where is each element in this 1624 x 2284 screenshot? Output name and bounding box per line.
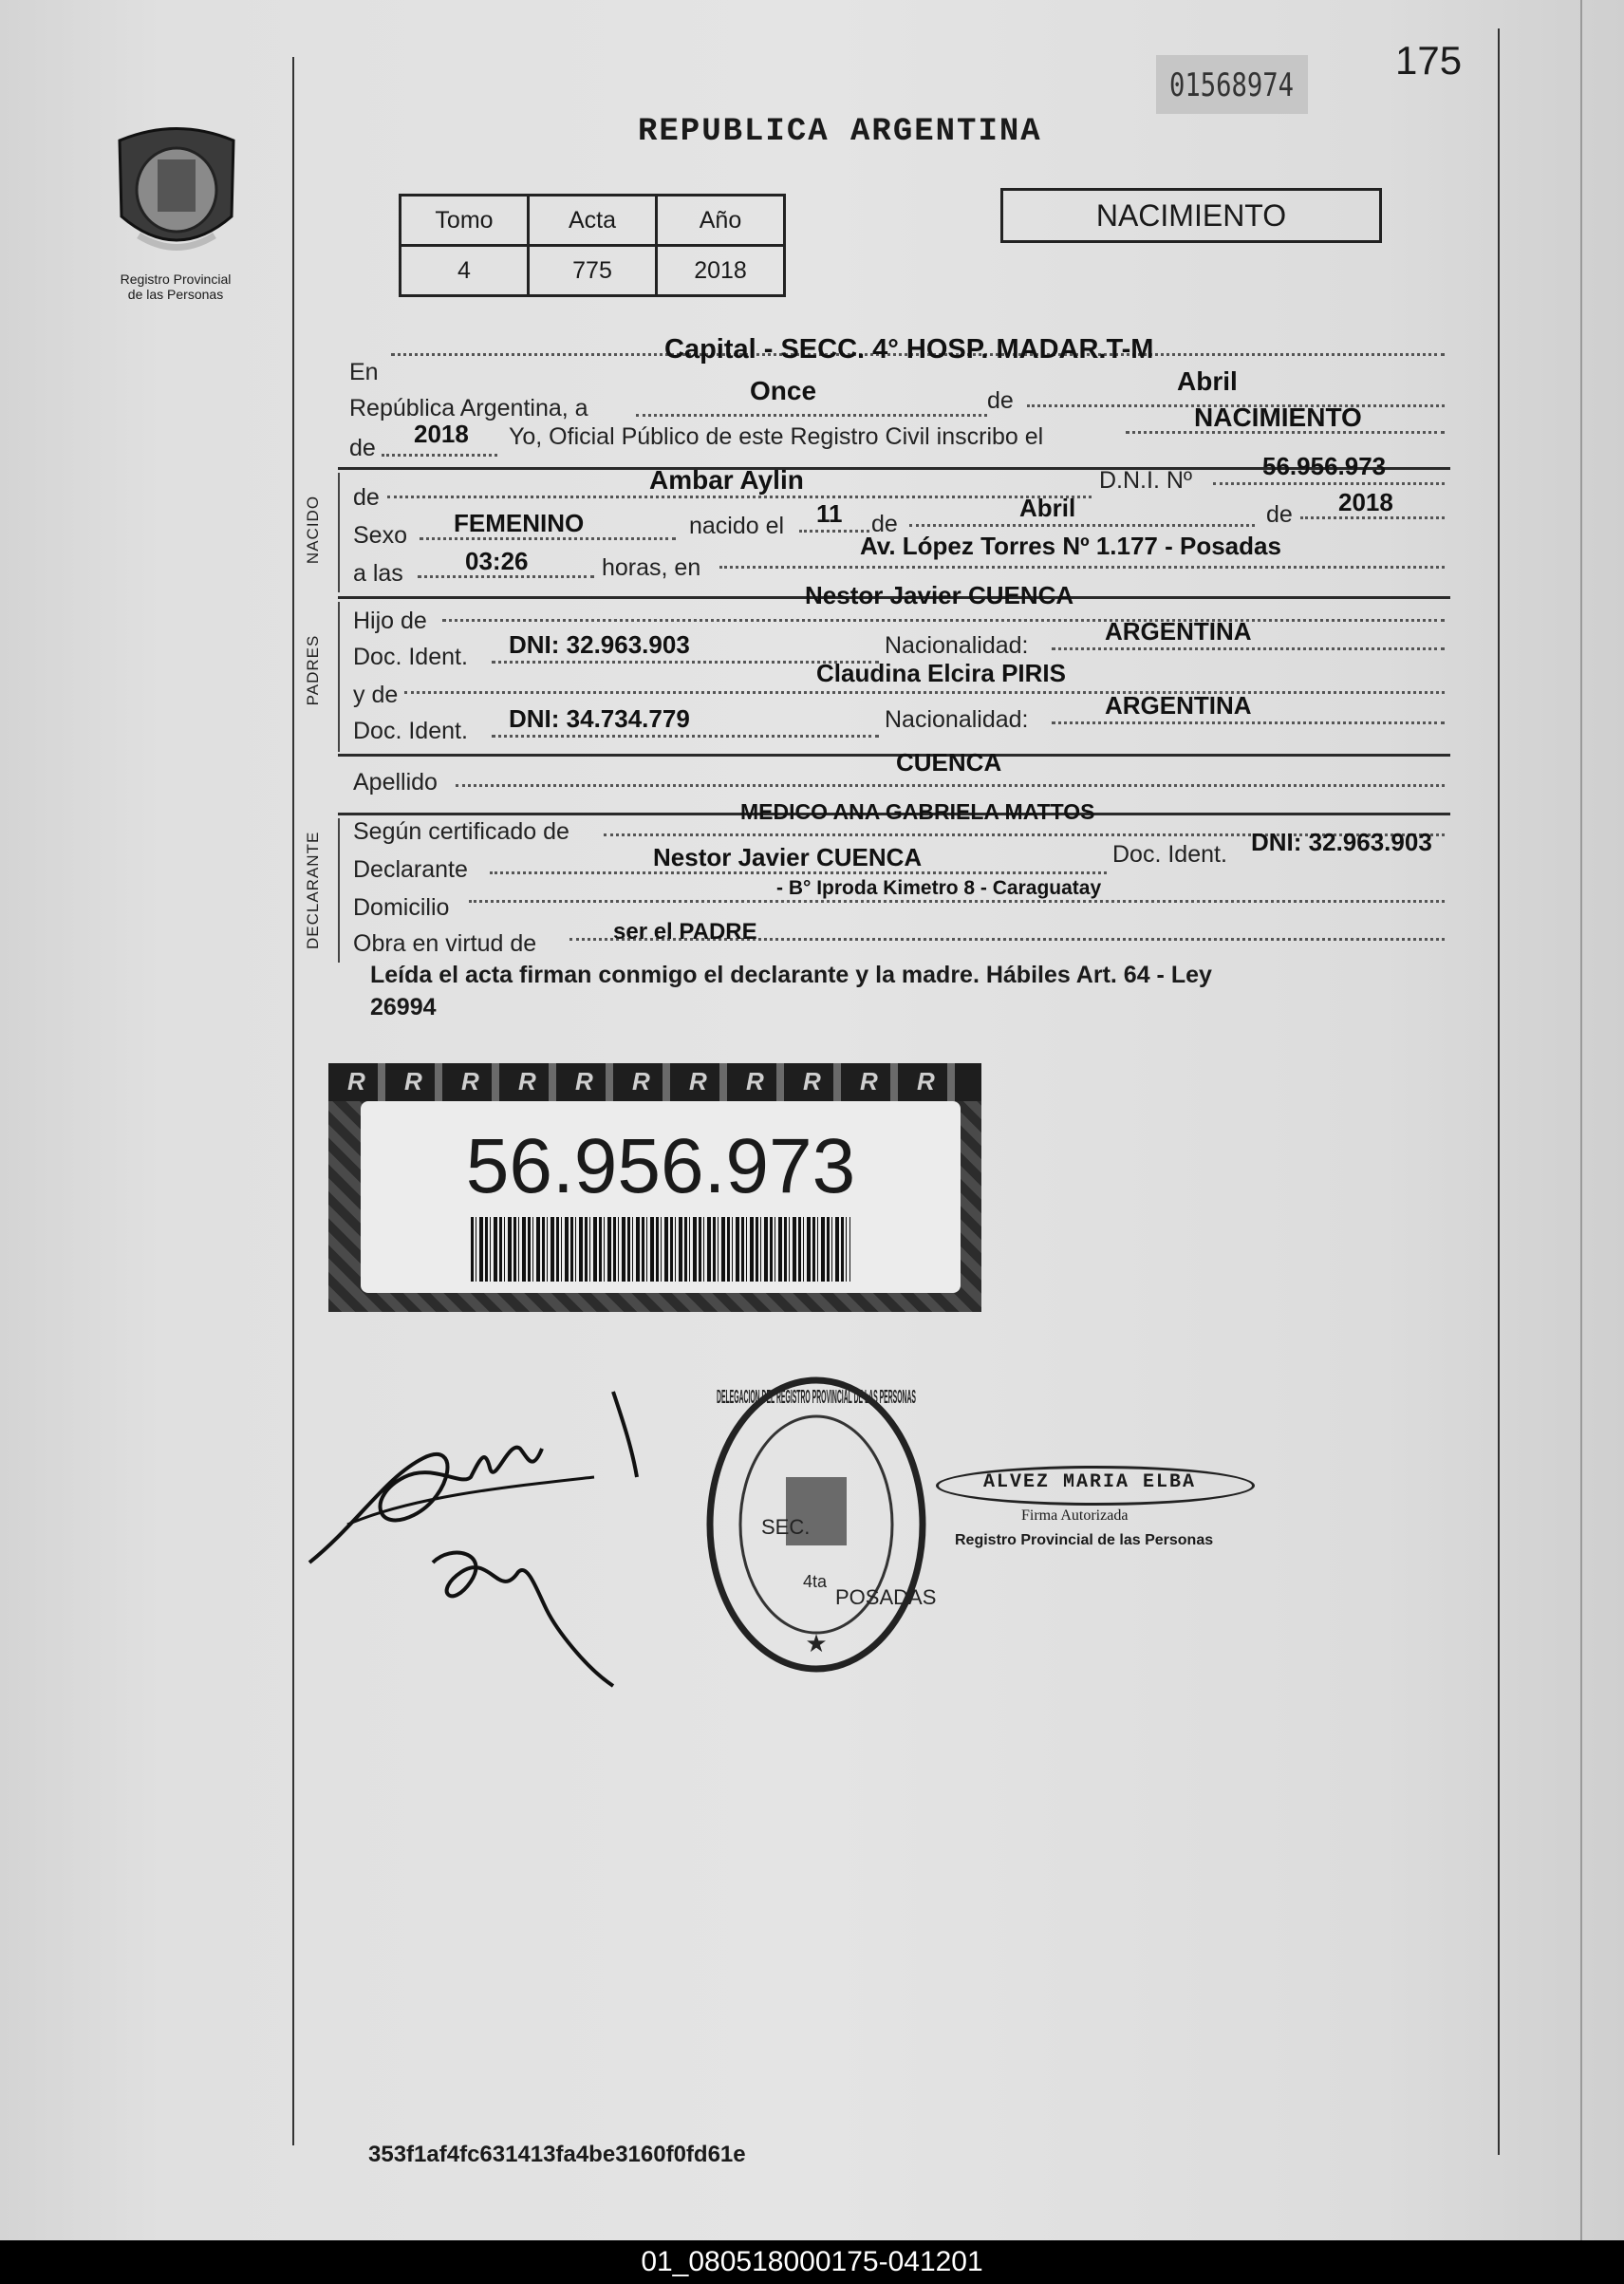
declarante-doc-label: Doc. Ident. (1112, 841, 1227, 868)
sticker-pattern-letter: R (347, 1067, 365, 1095)
signer-role: Firma Autorizada (1021, 1507, 1129, 1524)
de-label: de (987, 387, 1014, 414)
sticker-pattern-letter: R (860, 1067, 878, 1095)
page-edge-line (1580, 0, 1582, 2240)
nacido-de-label-3: de (1266, 501, 1293, 528)
yo-label: Yo, Oficial Público de este Registro Civil inscribo el (509, 423, 1044, 450)
closing-text (370, 959, 1212, 1023)
page-number: 175 (1395, 38, 1463, 83)
declarante-value: Nestor Javier CUENCA (653, 843, 923, 871)
round-stamp-4ta: 4ta (803, 1572, 828, 1591)
round-stamp-sec: SEC. (761, 1515, 811, 1539)
closing-text-line-2: 26994 (370, 994, 437, 1020)
logo-caption (85, 271, 266, 302)
record-value-ano: 2018 (657, 246, 785, 296)
record-header-acta: Acta (529, 196, 657, 246)
barcode-icon (471, 1217, 850, 1282)
round-stamp (702, 1373, 937, 1676)
horas-label: horas, en (602, 554, 701, 581)
inscribo-value: NACIMIENTO (1194, 403, 1362, 432)
apellido-dots (456, 784, 1445, 787)
declarante-label: Declarante (353, 856, 468, 883)
sticker-pattern-letter: R (803, 1067, 821, 1095)
birth-place-value: Av. López Torres Nº 1.177 - Posadas (860, 532, 1281, 560)
logo-caption-line-1: Registro Provincial (120, 271, 232, 287)
alas-label: a las (353, 560, 403, 587)
authorized-signer-stamp (936, 1460, 1268, 1574)
record-value-acta: 775 (529, 246, 657, 296)
father-nac-label: Nacionalidad: (885, 632, 1029, 659)
mother-doc-dots (492, 735, 879, 738)
apellido-label: Apellido (353, 769, 438, 796)
record-header-tomo: Tomo (401, 196, 529, 246)
sticker-pattern-top (328, 1063, 981, 1101)
apellido-value: CUENCA (896, 748, 1002, 777)
footer-id-bar: 01_080518000175-041201 (0, 2240, 1624, 2284)
left-margin-line (292, 57, 294, 2145)
year-dots (382, 454, 497, 457)
round-stamp-ring-text: DELEGACION DEL REGISTRO PROVINCIAL DE LAS PERSONAS (717, 1387, 916, 1408)
en-value: Capital - SECC. 4° HOSP. MADAR.T-M (664, 334, 1154, 365)
nacido-de-label: de (353, 484, 380, 511)
y-de-label: y de (353, 682, 399, 708)
padres-bracket (338, 602, 340, 752)
birth-month-value: Abril (1019, 494, 1076, 522)
father-nac-value: ARGENTINA (1105, 617, 1252, 646)
mother-doc-label: Doc. Ident. (353, 718, 468, 744)
mother-nac-label: Nacionalidad: (885, 706, 1029, 733)
en-label: En (349, 359, 379, 385)
birth-time-value: 03:26 (465, 547, 529, 575)
mother-dots (404, 691, 1445, 694)
sticker-pattern-letter: R (575, 1067, 593, 1095)
sticker-white-panel (361, 1101, 961, 1293)
birth-year-value: 2018 (1338, 488, 1393, 516)
day-value: Once (750, 376, 817, 405)
signer-office: Registro Provincial de las Personas (955, 1532, 1214, 1548)
right-margin-line (1498, 28, 1500, 2155)
father-name-value: Nestor Javier CUENCA (805, 581, 1074, 609)
control-number: 01568974 (1169, 66, 1295, 104)
father-doc-label: Doc. Ident. (353, 644, 468, 670)
nacido-el-label: nacido el (689, 513, 785, 539)
padres-divider (338, 754, 1450, 757)
obra-label: Obra en virtud de (353, 930, 537, 957)
sticker-pattern-letter: R (461, 1067, 479, 1095)
place-dots (719, 566, 1445, 569)
padres-section-label: PADRES (304, 634, 322, 706)
father-dots (442, 619, 1445, 622)
record-type-box: NACIMIENTO (1000, 188, 1382, 243)
sticker-pattern-letter: R (632, 1067, 650, 1095)
sticker-pattern-letter: R (404, 1067, 422, 1095)
document-title: REPUBLICA ARGENTINA (638, 114, 1042, 150)
obra-value: ser el PADRE (613, 919, 757, 945)
record-value-tomo: 4 (401, 246, 529, 296)
certificado-value: MEDICO ANA GABRIELA MATTOS (740, 799, 1095, 824)
sexo-label: Sexo (353, 522, 407, 549)
signer-name: ALVEZ MARIA ELBA (983, 1471, 1197, 1493)
sticker-pattern-letter: R (689, 1067, 707, 1095)
sticker-number: 56.956.973 (465, 1123, 856, 1209)
month-value: Abril (1177, 366, 1238, 396)
child-name-value: Ambar Aylin (649, 465, 804, 495)
birth-month-dots (909, 524, 1255, 527)
sexo-value: FEMENINO (454, 509, 585, 537)
declarante-doc-value: DNI: 32.963.903 (1251, 828, 1432, 856)
hijo-de-label: Hijo de (353, 608, 427, 634)
domicilio-value: - B° Iproda Kimetro 8 - Caraguatay (776, 877, 1102, 899)
nacido-de-label-2: de (871, 511, 898, 537)
dni-dots (1213, 482, 1445, 485)
nacido-section-label: NACIDO (304, 495, 322, 565)
record-header-ano: Año (657, 196, 785, 246)
mother-nac-dots (1052, 721, 1445, 724)
domicilio-dots (469, 900, 1445, 903)
sticker-pattern-letter: R (746, 1067, 764, 1095)
mother-doc-value: DNI: 34.734.779 (509, 704, 690, 733)
sticker-pattern-letter: R (518, 1067, 536, 1095)
closing-text-line-1: Leída el acta firman conmigo el declarante y la madre. Hábiles Art. 64 - Ley (370, 962, 1212, 988)
domicilio-label: Domicilio (353, 894, 450, 921)
logo-caption-line-2: de las Personas (127, 287, 224, 302)
mother-name-value: Claudina Elcira PIRIS (816, 659, 1066, 687)
father-nac-dots (1052, 647, 1445, 650)
provincial-shield-seal-icon (110, 122, 243, 264)
dni-sticker (328, 1063, 981, 1312)
name-dots (387, 496, 1092, 498)
father-doc-value: DNI: 32.963.903 (509, 630, 690, 659)
mother-nac-value: ARGENTINA (1105, 691, 1252, 720)
declarante-bracket (338, 818, 340, 963)
declarant-signature-icon (300, 1382, 661, 1686)
birth-day-dots (799, 530, 869, 533)
declarante-section-label: DECLARANTE (304, 831, 322, 949)
year-value: 2018 (414, 420, 469, 448)
day-dots (636, 414, 987, 417)
child-dni-value: 56.956.973 (1262, 452, 1387, 480)
document-hash: 353f1af4fc631413fa4be3160f0fd61e (368, 2142, 746, 2167)
republica-label: República Argentina, a (349, 395, 588, 421)
round-stamp-posadas: POSADAS (835, 1585, 937, 1609)
sticker-pattern-letter: R (917, 1067, 935, 1095)
svg-text:★: ★ (805, 1629, 828, 1657)
certificado-label: Según certificado de (353, 818, 569, 845)
nacido-bracket (338, 473, 340, 592)
record-table (399, 194, 786, 297)
de2-label: de (349, 435, 376, 461)
dni-label: D.N.I. Nº (1099, 467, 1193, 494)
birth-day-value: 11 (816, 499, 843, 528)
